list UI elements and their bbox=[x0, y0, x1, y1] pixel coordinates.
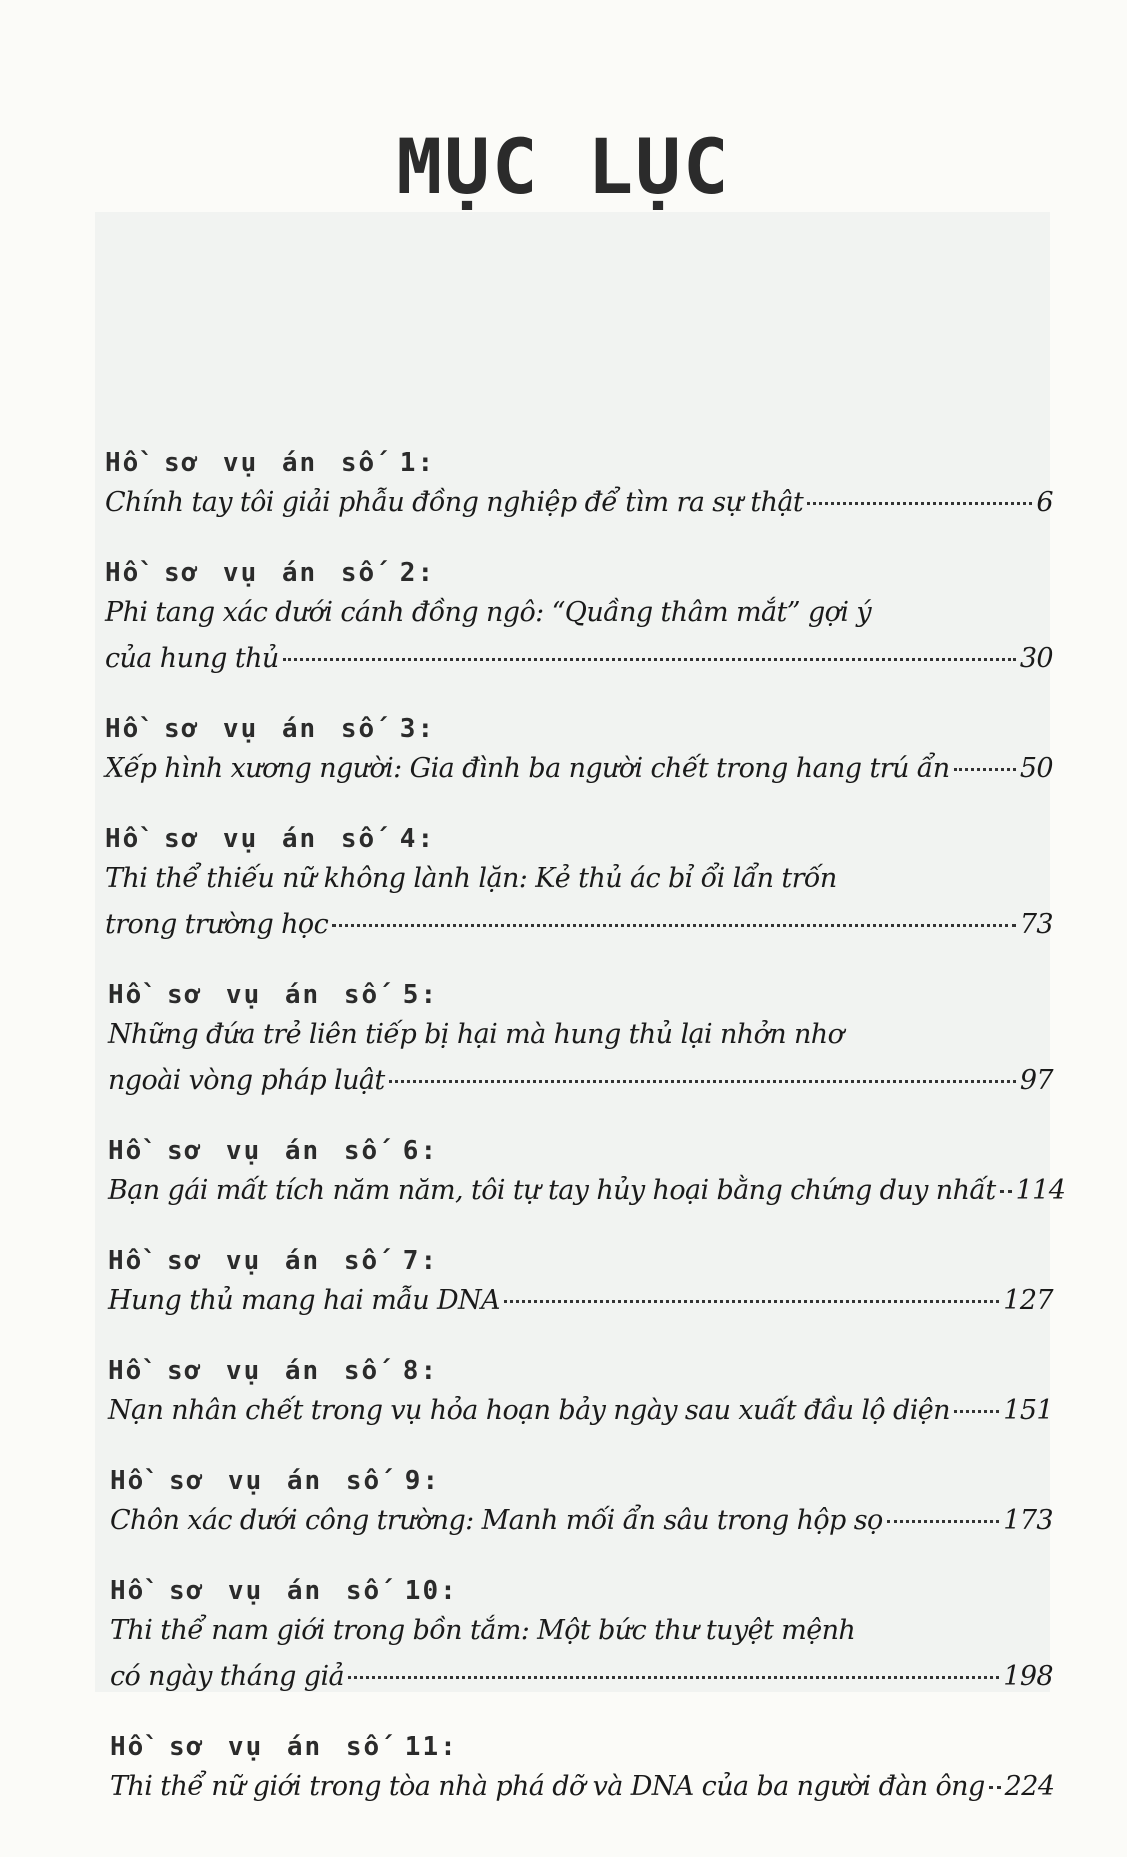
case-title-line: Phi tang xác dưới cánh đồng ngô: “Quầng thâm mắt” gợi ý bbox=[105, 597, 871, 628]
page-number: 30 bbox=[1019, 643, 1053, 674]
toc-line bbox=[105, 902, 1053, 948]
case-heading: Hồ sơ vụ án số 10: bbox=[110, 1576, 458, 1606]
page-number: 151 bbox=[1003, 1395, 1053, 1426]
page-number: 114 bbox=[1015, 1175, 1066, 1206]
toc-entry bbox=[110, 1730, 1053, 1810]
table-of-contents bbox=[105, 446, 1066, 1840]
case-heading: Hồ sơ vụ án số 2: bbox=[105, 558, 436, 588]
case-title: Hung thủ mang hai mẫu DNA bbox=[108, 1285, 500, 1316]
case-heading: Hồ sơ vụ án số 1: bbox=[105, 448, 436, 478]
case-title: Bạn gái mất tích năm năm, tôi tự tay hủy hoại bằng chứng duy nhất bbox=[108, 1175, 996, 1206]
toc-line bbox=[110, 1654, 1053, 1700]
toc-entry bbox=[108, 1134, 1066, 1214]
dot-leader bbox=[807, 502, 1032, 505]
toc-line bbox=[108, 1058, 1053, 1104]
toc-entry bbox=[105, 822, 1053, 948]
toc-line bbox=[105, 636, 1053, 682]
toc-entry bbox=[110, 1464, 1053, 1544]
page-number: 224 bbox=[1004, 1771, 1055, 1802]
dot-leader bbox=[1000, 1190, 1012, 1193]
toc-line bbox=[108, 1278, 1053, 1324]
case-title: của hung thủ bbox=[105, 643, 279, 674]
case-title: ngoài vòng pháp luật bbox=[108, 1065, 385, 1096]
case-title-line: Thi thể nam giới trong bồn tắm: Một bức thư tuyệt mệnh bbox=[110, 1615, 856, 1646]
case-heading: Hồ sơ vụ án số 9: bbox=[110, 1466, 441, 1496]
dot-leader bbox=[954, 768, 1016, 771]
page-title: MỤC LỤC bbox=[396, 122, 731, 211]
case-title-line: Thi thể thiếu nữ không lành lặn: Kẻ thủ ác bỉ ổi lẩn trốn bbox=[105, 863, 837, 894]
page-number: 198 bbox=[1003, 1661, 1053, 1692]
case-title: Nạn nhân chết trong vụ hỏa hoạn bảy ngày sau xuất đầu lộ diện bbox=[108, 1395, 950, 1426]
dot-leader bbox=[283, 658, 1016, 661]
case-title-line: Những đứa trẻ liên tiếp bị hại mà hung thủ lại nhởn nhơ bbox=[108, 1019, 844, 1050]
dot-leader bbox=[504, 1300, 999, 1303]
case-title: Xếp hình xương người: Gia đình ba người chết trong hang trú ẩn bbox=[105, 753, 950, 784]
page-number: 6 bbox=[1036, 487, 1053, 518]
toc-line bbox=[110, 1498, 1053, 1544]
toc-entry bbox=[105, 712, 1053, 792]
dot-leader bbox=[389, 1080, 1016, 1083]
case-title: Thi thể nữ giới trong tòa nhà phá dỡ và DNA của ba người đàn ông bbox=[110, 1771, 985, 1802]
case-heading: Hồ sơ vụ án số 3: bbox=[105, 714, 436, 744]
toc-line bbox=[105, 746, 1053, 792]
toc-entry bbox=[105, 446, 1053, 526]
case-title: có ngày tháng giả bbox=[110, 1661, 344, 1692]
toc-entry bbox=[105, 556, 1053, 682]
page-number: 50 bbox=[1019, 753, 1053, 784]
dot-leader bbox=[954, 1410, 999, 1413]
toc-entry bbox=[108, 1244, 1053, 1324]
page-number: 97 bbox=[1019, 1065, 1053, 1096]
case-heading: Hồ sơ vụ án số 11: bbox=[110, 1732, 458, 1762]
page-number: 127 bbox=[1003, 1285, 1053, 1316]
case-title: Chính tay tôi giải phẫu đồng nghiệp để tìm ra sự thật bbox=[105, 487, 804, 518]
toc-line bbox=[110, 1764, 1053, 1810]
case-heading: Hồ sơ vụ án số 7: bbox=[108, 1246, 439, 1276]
case-heading: Hồ sơ vụ án số 4: bbox=[105, 824, 436, 854]
toc-line bbox=[108, 1388, 1053, 1434]
toc-entry bbox=[110, 1574, 1053, 1700]
toc-entry bbox=[108, 1354, 1053, 1434]
case-heading: Hồ sơ vụ án số 6: bbox=[108, 1136, 439, 1166]
dot-leader bbox=[887, 1520, 1000, 1523]
dot-leader bbox=[332, 924, 1016, 927]
toc-line bbox=[108, 1168, 1066, 1214]
dot-leader bbox=[348, 1676, 999, 1679]
case-heading: Hồ sơ vụ án số 8: bbox=[108, 1356, 439, 1386]
dot-leader bbox=[989, 1786, 1001, 1789]
case-title: trong trường học bbox=[105, 909, 329, 940]
case-heading: Hồ sơ vụ án số 5: bbox=[108, 980, 439, 1010]
page-number: 173 bbox=[1003, 1505, 1053, 1536]
toc-line bbox=[105, 480, 1053, 526]
case-title: Chôn xác dưới công trường: Manh mối ẩn sâu trong hộp sọ bbox=[110, 1505, 883, 1536]
page-number: 73 bbox=[1019, 909, 1053, 940]
toc-entry bbox=[108, 978, 1053, 1104]
